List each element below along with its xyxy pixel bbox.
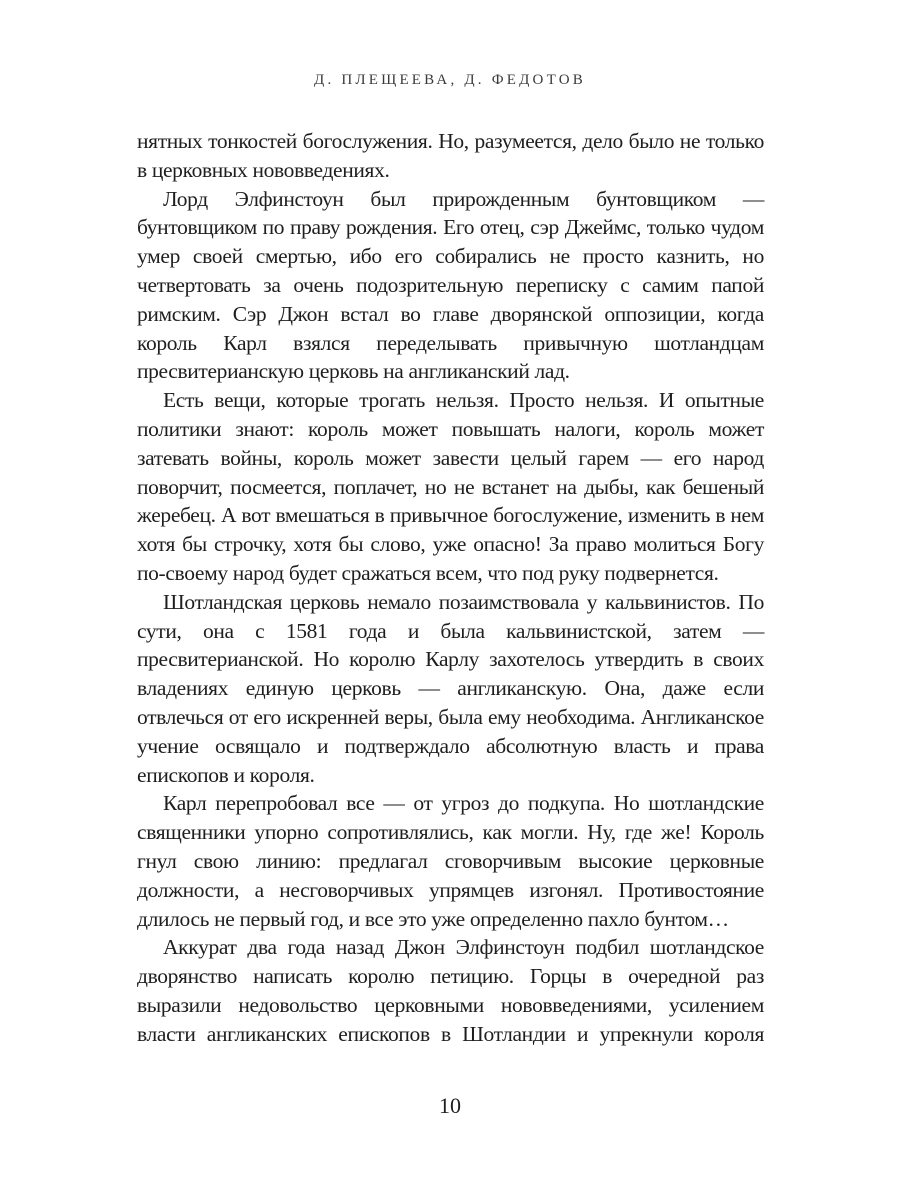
running-head-authors: Д. ПЛЕЩЕЕВА, Д. ФЕДОТОВ xyxy=(314,72,586,88)
paragraph: Лорд Элфинстоун был прирожденным бунтовщиком — бунтовщиком по праву рождения. Его отец, сэр Джеймс, только чудом умер своей смертью, ибо его собирались не просто казнить, но четвертовать за очень подозрительную переписку с самим папой римским. Сэр Джон встал во главе дворянской оппозиции, когда король Карл взялся переделывать привычную шотландцам пресвитерианскую церковь на англиканский лад. xyxy=(137,186,764,384)
page-number: 10 xyxy=(439,1093,461,1118)
paragraph: Шотландская церковь немало позаимствовала у кальвинистов. По сути, она с 1581 года и была кальвинистской, затем — пресвитерианской. Но королю Карлу захотелось утвердить в своих владениях единую церковь — англиканскую. Она, даже если отвлечься от его искренней веры, была ему необходима. Англиканское учение освящало и подтверждало абсолютную власть и права епископов и короля. xyxy=(137,589,764,787)
paragraph-continues-next-page: Аккурат два года назад Джон Элфинстоун подбил шотландское дворянство написать королю петицию. Горцы в очередной раз выразили недовольство церковными нововведениями, усилением власти англиканских епископов в Шотландии и упрекнули короля xyxy=(137,935,764,1046)
paragraph: Карл перепробовал все — от угроз до подкупа. Но шотландские священники упорно сопротивлялись, как могли. Ну, где же! Король гнул свою линию: предлагал сговорчивым высокие церковные должности, а несговорчивых упрямцев изгонял. Противостояние длилось не первый год, и все это уже определенно пахло бунтом… xyxy=(137,791,764,931)
paragraph: Есть вещи, которые трогать нельзя. Просто нельзя. И опытные политики знают: король может повышать налоги, король может затевать войны, король может завести целый гарем — его народ поворчит, посмеется, поплачет, но не встанет на дыбы, как бешеный жеребец. А вот вмешаться в привычное богослужение, изменить в нем хотя бы строчку, хотя бы слово, уже опасно! За право молиться Богу по-своему народ будет сражаться всем, что под руку подвернется. xyxy=(137,388,764,585)
body-text xyxy=(137,127,764,1049)
paragraph-continued: нятных тонкостей богослужения. Но, разумеется, дело было не только в церковных нововведениях. xyxy=(137,129,764,182)
